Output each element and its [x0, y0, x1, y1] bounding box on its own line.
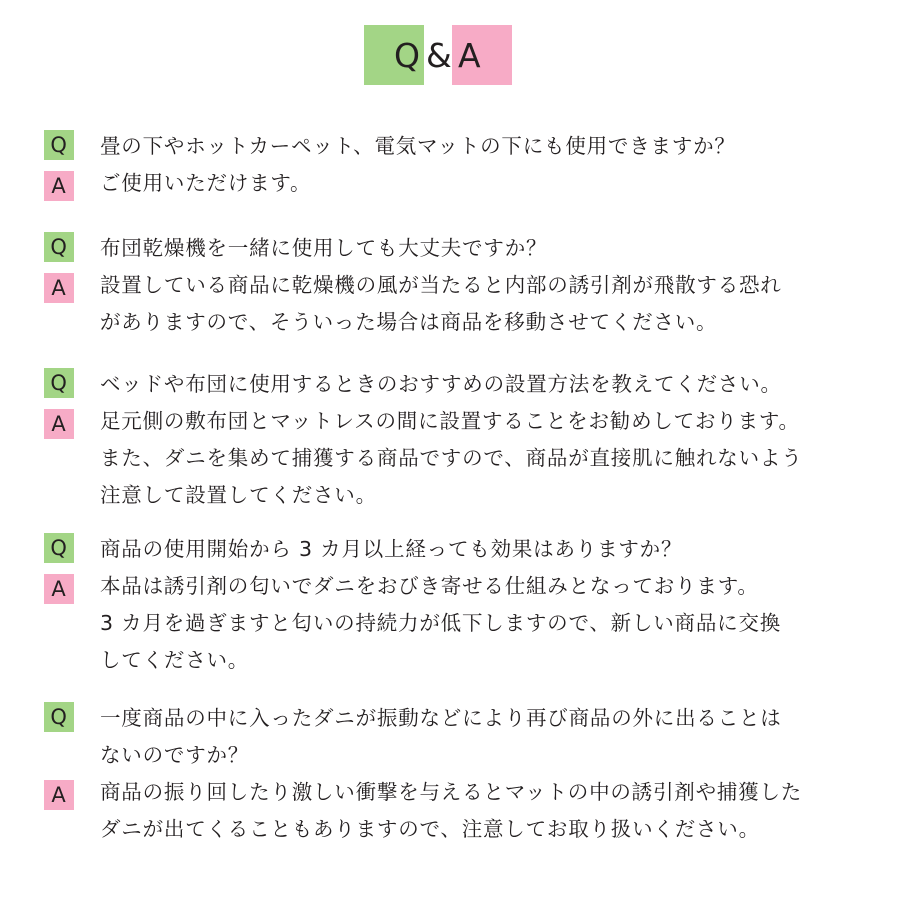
question-line: 一度商品の中に入ったダニが振動などにより再び商品の外に出ることは	[100, 706, 782, 730]
question	[44, 366, 874, 403]
answer	[44, 568, 874, 679]
answer	[44, 774, 874, 848]
question	[44, 531, 874, 568]
a-badge: A	[44, 171, 74, 201]
qa-title	[364, 25, 512, 85]
answer	[44, 267, 874, 341]
question	[44, 230, 874, 267]
answer-line: また、ダニを集めて捕獲する商品ですので、商品が直接肌に触れないよう	[100, 446, 803, 470]
answer-line: 本品は誘引剤の匂いでダニをおびき寄せる仕組みとなっております。	[100, 574, 759, 598]
faq-item	[44, 128, 874, 202]
q-badge: Q	[44, 368, 74, 398]
q-badge: Q	[44, 130, 74, 160]
answer-line: してください。	[100, 648, 250, 672]
faq-item	[44, 531, 874, 679]
question	[44, 700, 874, 774]
question-line: ベッドや布団に使用するときのおすすめの設置方法を教えてください。	[100, 372, 782, 396]
answer-line: 注意して設置してください。	[100, 483, 377, 507]
faq-item	[44, 366, 874, 514]
question-line: ないのですか？	[100, 743, 250, 767]
q-badge: Q	[44, 533, 74, 563]
faq-item	[44, 230, 874, 341]
answer	[44, 403, 874, 514]
title-q-block: Q	[364, 25, 424, 85]
title-ampersand: &	[426, 35, 452, 75]
a-badge: A	[44, 273, 74, 303]
faq-item	[44, 700, 874, 848]
question-line: 畳の下やホットカーペット、電気マットの下にも使用できますか？	[100, 134, 736, 158]
q-badge: Q	[44, 702, 74, 732]
answer-line: 設置している商品に乾燥機の風が当たると内部の誘引剤が飛散する恐れ	[100, 273, 782, 297]
a-badge: A	[44, 574, 74, 604]
title-a-block: A	[452, 25, 512, 85]
a-badge: A	[44, 409, 74, 439]
answer-line: 商品の振り回したり激しい衝撃を与えるとマットの中の誘引剤や捕獲した	[100, 780, 803, 804]
q-badge: Q	[44, 232, 74, 262]
answer-line: 3 カ月を過ぎますと匂いの持続力が低下しますので、新しい商品に交換	[100, 611, 782, 635]
answer-line: ダニが出てくることもありますので、注意してお取り扱いください。	[100, 817, 760, 841]
question-line: 商品の使用開始から 3 カ月以上経っても効果はありますか？	[100, 537, 683, 561]
answer-line: がありますので、そういった場合は商品を移動させてください。	[100, 310, 718, 334]
answer-line: ご使用いただけます。	[100, 171, 312, 195]
answer	[44, 165, 874, 202]
answer-line: 足元側の敷布団とマットレスの間に設置することをお勧めしております。	[100, 409, 800, 433]
question	[44, 128, 874, 165]
question-line: 布団乾燥機を一緒に使用しても大丈夫ですか？	[100, 236, 548, 260]
a-badge: A	[44, 780, 74, 810]
